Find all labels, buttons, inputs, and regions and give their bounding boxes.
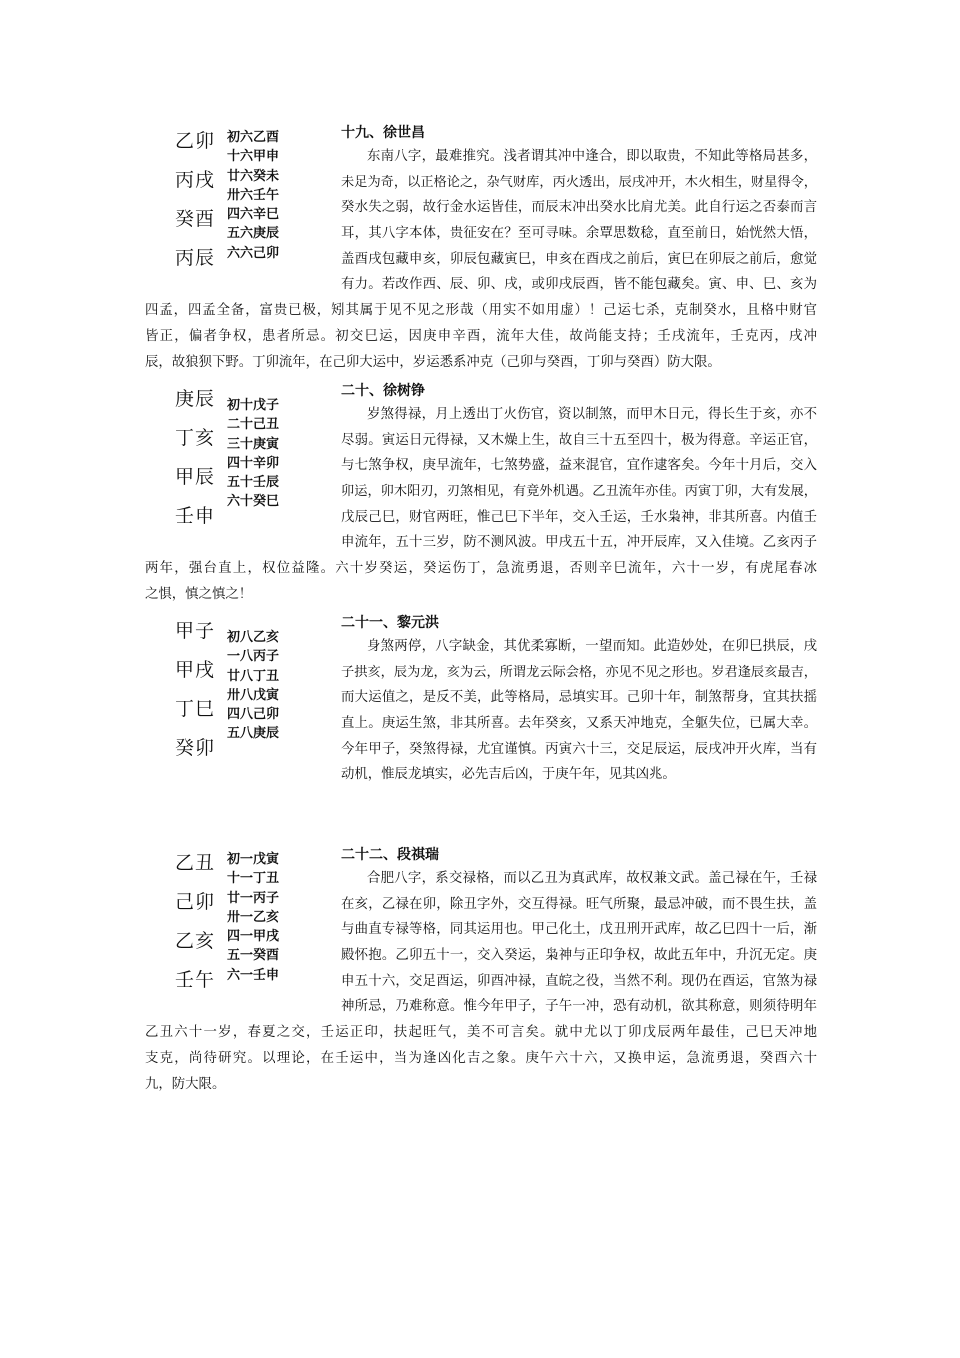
entry-body [145,634,817,788]
text-line: 尽弱。寅运日元得禄，又木燥上生，故自三十五至四十，极为得意。辛运正官， [341,432,817,448]
pillar-day: 乙亥 [175,930,216,952]
text-line: 身煞两停，八字缺金，其优柔寡断，一望而知。此造妙处，在卯巳拱辰，戌 [367,639,817,654]
luck-cycle: 卅八戊寅 [227,687,280,703]
luck-cycle: 六一壬申 [227,967,280,983]
luck-cycle: 廿八丁丑 [227,668,280,684]
luck-cycle: 三十庚寅 [227,436,280,452]
pillar-hour: 壬申 [175,505,216,527]
pillar-day: 甲辰 [175,466,216,488]
luck-cycle: 初六乙酉 [227,130,280,145]
luck-cycle: 初八乙亥 [227,630,280,645]
text-line: 九，防大限。 [145,1076,226,1092]
text-line: 子拱亥，辰为龙，亥为云，所谓龙云际会格，亦见不见之形也。岁君逢辰亥最吉， [341,664,817,680]
luck-cycle: 廿六癸未 [227,168,280,184]
luck-cycle: 四六辛巳 [227,207,280,223]
luck-cycle: 六十癸巳 [227,494,280,510]
entry-title: 二十二、段祺瑞 [341,847,439,863]
text-line: 与曲直专禄等格，同其运用也。甲己化土，戊丑刑开武库，故乙巳四十一后，渐 [341,922,817,938]
text-line: 皆正，偏者争权，患者所忌。初交巳运，因庚申辛酉，流年大佳，故尚能支持；壬戌流年，壬克丙，戌冲 [145,328,817,344]
pillar-hour: 壬午 [175,969,216,991]
entry-title: 二十、徐树铮 [341,383,425,399]
luck-cycle: 十一丁丑 [227,871,280,887]
luck-cycle: 四一甲戌 [227,929,280,945]
text-line: 有力。若改作西、辰、卯、戌，或卯戌辰酉，皆不能包藏矣。寅、申、巳、亥为 [341,277,817,293]
entry-body [145,144,817,375]
text-line: 与七煞争权，庚早流年，七煞势盛，益来混官，宜作逮客矣。今年十月后，交入 [341,458,817,474]
pillar-month: 丁亥 [175,427,216,449]
luck-cycle: 初十戊子 [227,398,280,413]
luck-cycle: 四十辛卯 [227,455,280,471]
luck-cycle: 卅一乙亥 [227,909,280,925]
text-line: 神所忌，乃难称意。惟今年甲子，子午一冲，恐有动机，欲其称意，则须待明年 [341,999,817,1015]
pillar-year: 庚辰 [175,388,216,410]
pillar-hour: 丙辰 [175,247,216,269]
text-line: 未足为奇，以正格论之，杂气财库，丙火透出，辰戌冲开，木火相生，财星得令， [341,174,817,190]
text-line: 申五十六，交足酉运，卯酉冲禄，直皖之役，当然不利。现仍在酉运，官煞为禄 [341,973,817,989]
text-line: 岁煞得禄，月上透出丁火伤官，资以制煞，而甲木日元，得长生于亥，亦不 [367,407,817,422]
text-line: 戊辰己巳，财官两旺，惟己巳下半年，交入壬运，壬水枭神，非其所喜。内值壬 [341,509,817,525]
text-line: 盖酉戌包藏申亥，卯辰包藏寅巳，申亥在酉戌之前后，寅巳在卯辰之前后，愈觉 [341,251,817,267]
text-line: 之惧，慎之慎之！ [145,586,253,602]
text-line: 而大运值之，是反不美，此等格局，忌填实耳。己卯十年，制煞帮身，宜其扶摇 [341,690,817,706]
text-line: 在亥，乙禄在卯，除丑字外，交互得禄。旺气所聚，最忌冲破，而不畏生扶，盖 [341,896,817,912]
entry-title: 十九、徐世昌 [341,125,425,141]
pillar-day: 癸酉 [175,208,216,230]
luck-cycle: 廿一丙子 [227,890,280,906]
luck-cycle: 初一戊寅 [227,852,280,867]
pillar-day: 丁巳 [175,698,216,720]
text-line: 直上。庚运生煞，非其所喜。去年癸亥，又系天冲地克，全躯失位，已属大幸。 [341,716,817,732]
luck-cycle: 四八己卯 [227,707,280,723]
pillar-month: 丙戌 [175,169,216,191]
text-line: 辰，故狼狈下野。丁卯流年，在己卯大运中，岁运悉系冲克（己卯与癸酉，丁卯与癸酉）防大限。 [145,354,721,370]
text-line: 耳，其八字本体，贵征安在？至可寻味。余覃思数稔，直至前日，始恍然大悟， [341,226,817,242]
text-line: 今年甲子，癸煞得禄，尤宜谨慎。丙寅六十三，交足辰运，辰戌冲开火库，当有 [341,741,817,757]
luck-cycle: 六六己卯 [227,245,280,261]
luck-cycle: 十六甲申 [227,149,280,165]
entry-title: 二十一、黎元洪 [341,615,439,631]
luck-cycle: 二十己丑 [227,417,280,433]
luck-cycle: 五十壬辰 [227,475,280,491]
entry-body [145,866,817,1097]
text-line: 卯运，卯木阳刃，刃煞相见，有竟外机遇。乙丑流年亦佳。丙寅丁卯，大有发展， [341,484,817,500]
text-line: 支克，尚待研究。以理论，在壬运中，当为逢凶化吉之象。庚午六十六，又换申运，急流勇退，癸酉六十 [145,1050,817,1066]
entry-body [145,402,817,608]
text-line: 两年，强台直上，权位益隆。六十岁癸运，癸运伤丁，急流勇退，否则辛巳流年，六十一岁，有虎尾春冰 [145,561,817,577]
text-line: 合肥八字，系交禄格，而以乙丑为真武库，故权兼文武。盖己禄在午，壬禄 [367,871,817,886]
text-line: 殿怀抱。乙卯五十一，交入癸运，枭神与正印争权，故此五年中，升沉无定。庚 [341,948,817,964]
text-line: 动机，惟辰龙填实，必先吉后凶，于庚午年，见其凶兆。 [341,767,676,783]
pillar-year: 乙卯 [175,130,216,152]
text-line: 癸水失之弱，故行金水运皆佳，而辰末冲出癸水比肩尤美。此自行运之否泰而言 [341,200,817,216]
text-line: 申流年，五十三岁，防不测风波。甲戌五十五，冲开辰库，又入佳境。乙亥丙子 [341,535,817,551]
pillar-month: 甲戌 [175,659,216,681]
luck-cycle: 一八丙子 [227,649,280,665]
text-line: 乙丑六十一岁，春夏之交，壬运正印，扶起旺气，美不可言矣。就中尤以丁卯戊辰两年最佳，己巳天冲地 [145,1025,817,1041]
pillar-year: 甲子 [175,620,216,642]
text-line: 四孟，四孟全备，富贵已极，矧其属于见不见之形哉（用实不如用虚）！己运七杀，克制癸水，且格中财官 [145,303,817,319]
pillar-month: 己卯 [175,891,216,913]
luck-cycle: 卅六壬午 [227,187,280,203]
pillar-hour: 癸卯 [175,737,216,759]
pillar-year: 乙丑 [175,852,216,874]
luck-cycle: 五八庚辰 [227,726,280,742]
luck-cycle: 五一癸酉 [227,948,280,964]
text-line: 东南八字，最难推究。浅者谓其冲中逢合，即以取贵，不知此等格局甚多， [367,149,817,164]
luck-cycle: 五六庚辰 [227,226,280,242]
